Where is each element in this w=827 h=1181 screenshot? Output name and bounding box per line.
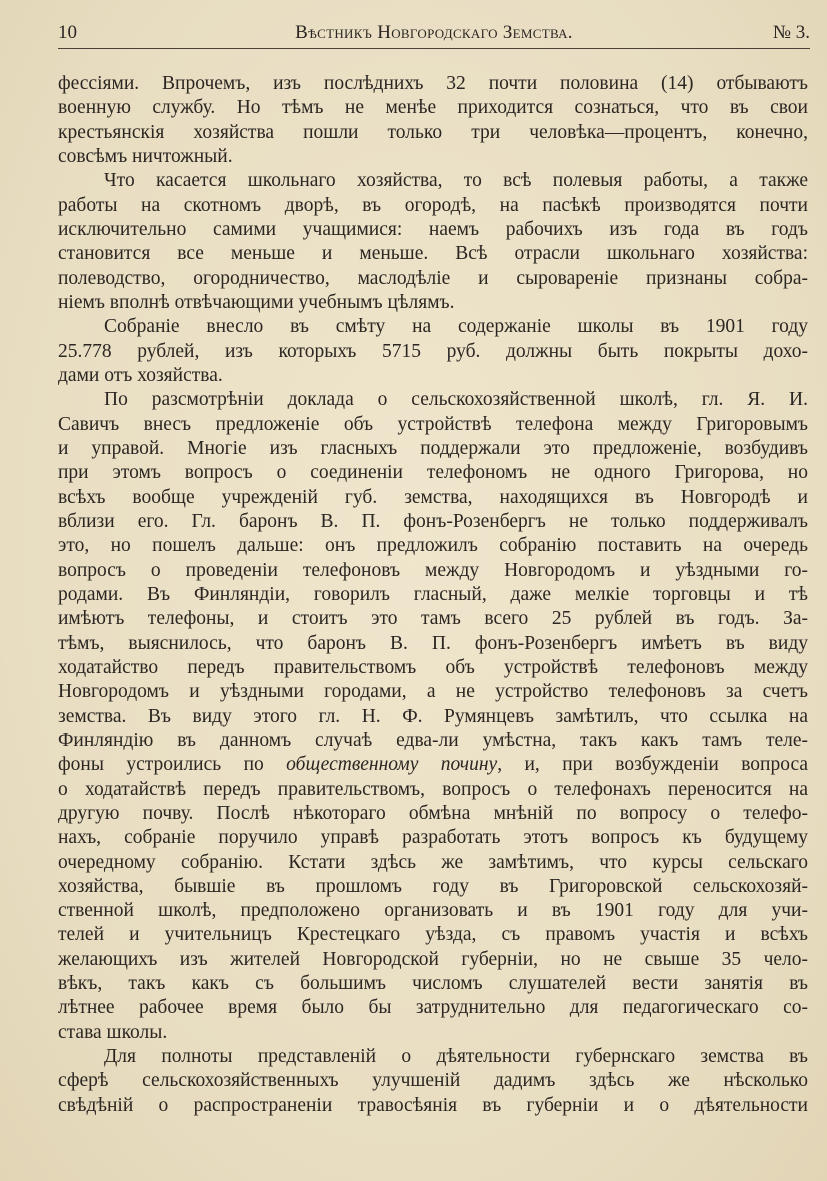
text-line: [58, 1069, 808, 1093]
line-text: очередному собранію. Кстати здѣсь же замѣтимъ, что курсы сельскаго: [58, 851, 808, 873]
line-text: военную службу. Но тѣмъ не менѣе приходится сознаться, что въ свои: [58, 97, 808, 119]
text-line: [58, 242, 808, 266]
text-line: [58, 534, 808, 558]
line-text: всѣхъ вообще учрежденій губ. земства, находящихся въ Новгородѣ и: [58, 486, 808, 508]
line-text: Новгородомъ и уѣздными городами, а не устройство телефоновъ за счетъ: [58, 681, 808, 703]
line-text: работы на скотномъ дворѣ, въ огородѣ, на пасѣкѣ производятся почти: [58, 194, 808, 216]
text-line: [58, 680, 808, 704]
text-line: [58, 388, 808, 412]
text-line: [58, 753, 808, 777]
text-line: [58, 972, 808, 996]
line-text: другую почву. Послѣ нѣкотораго обмѣна мнѣній по вопросу о телефо-: [58, 802, 808, 824]
line-text: хозяйства, бывшіе въ прошломъ году въ Григоровской сельскохозяй-: [58, 875, 808, 897]
text-line: [58, 948, 808, 972]
text-line: [58, 1094, 808, 1118]
text-line: [58, 218, 808, 242]
text-line: [58, 923, 808, 947]
line-text: имѣютъ телефоны, и стоитъ это тамъ всего 25 рублей въ годъ. За-: [58, 608, 808, 630]
text-line: [58, 340, 808, 364]
text-line: [58, 729, 808, 753]
line-text: фессіями. Впрочемъ, изъ послѣднихъ 32 почти половина (14) отбываютъ: [58, 73, 808, 94]
text-line: [58, 486, 808, 510]
text-line: [58, 778, 808, 802]
line-text: полеводство, огородничество, маслодѣліе и сыровареніе признаны собра-: [58, 267, 808, 289]
issue-number: № 3.: [772, 22, 810, 43]
text-line: [58, 194, 808, 218]
line-text: ніемъ вполнѣ отвѣчающими учебнымъ цѣлямъ.: [58, 291, 455, 313]
line-text: и управой. Многіе изъ гласныхъ поддержали это предложеніе, возбудивъ: [58, 437, 808, 459]
line-text: желающихъ изъ жителей Новгородской губерніи, но не свыше 35 чело-: [58, 948, 808, 970]
line-text: крестьянскія хозяйства пошли только три человѣка—процентъ, конечно,: [58, 121, 808, 143]
line-text: вѣкъ, такъ какъ съ большимъ числомъ слушателей вести занятія въ: [58, 973, 808, 995]
line-text: Финляндію въ данномъ случаѣ едва-ли умѣстна, такъ какъ тамъ теле-: [58, 729, 808, 751]
text-line: [58, 267, 808, 291]
body-text: [58, 72, 808, 1118]
line-text: ходатайство передъ правительствомъ объ устройствѣ телефоновъ между: [58, 656, 808, 678]
text-line: [58, 632, 808, 656]
text-line: [58, 291, 808, 315]
running-header: [58, 18, 810, 48]
text-line: [58, 510, 808, 534]
line-text: тѣмъ, выяснилось, что баронъ В. П. фонъ-Розенбергъ имѣетъ въ виду: [58, 632, 808, 654]
text-line: [58, 1045, 808, 1069]
text-line: [58, 121, 808, 145]
text-line: [58, 413, 808, 437]
text-line: [58, 656, 808, 680]
text-line: [58, 169, 808, 193]
line-text: сферѣ сельскохозяйственныхъ улучшеній дадимъ здѣсь же нѣсколько: [58, 1070, 808, 1092]
line-text: о ходатайствѣ передъ правительствомъ, вопросъ о телефонахъ переносится на: [58, 778, 808, 800]
line-text: става школы.: [58, 1021, 168, 1043]
line-text: Собраніе внесло въ смѣту на содержаніе школы въ 1901 году: [104, 316, 808, 338]
line-text: родами. Въ Финляндіи, говорилъ гласный, даже мелкіе торговцы и тѣ: [58, 583, 808, 605]
text-line: [58, 1021, 808, 1045]
text-line: [58, 583, 808, 607]
line-text: 25.778 рублей, изъ которыхъ 5715 руб. должны быть покрыты дохо-: [58, 340, 808, 362]
page-number: 10: [58, 22, 77, 43]
line-text: при этомъ вопросъ о соединеніи телефономъ не одного Григорова, но: [58, 462, 808, 484]
line-text: исключительно самими учащимися: наемъ рабочихъ изъ года въ годъ: [58, 218, 808, 240]
line-text: По разсмотрѣніи доклада о сельскохозяйственной школѣ, гл. Я. И.: [104, 389, 808, 411]
line-text: лѣтнее рабочее время было бы затруднительно для педагогическаго со-: [58, 997, 808, 1019]
text-line: [58, 72, 808, 96]
line-text: Для полноты представленій о дѣятельности губернскаго земства въ: [104, 1046, 808, 1068]
line-text: фоны устроились по: [58, 754, 287, 776]
line-text: дами отъ хозяйства.: [58, 364, 223, 386]
text-line: [58, 96, 808, 120]
text-line: [58, 437, 808, 461]
line-text: земства. Въ виду этого гл. Н. Ф. Румянцевъ замѣтилъ, что ссылка на: [58, 705, 808, 727]
text-line: [58, 826, 808, 850]
text-line: [58, 875, 808, 899]
text-line: [58, 996, 808, 1020]
header-rule: [58, 48, 810, 49]
text-line: [58, 559, 808, 583]
line-text: , и, при возбужденіи вопроса: [497, 754, 808, 776]
line-text: ственной школѣ, предположено организовать и въ 1901 году для учи-: [58, 900, 808, 922]
line-text: совсѣмъ ничтожный.: [58, 145, 233, 167]
text-line: [58, 851, 808, 875]
text-line: [58, 705, 808, 729]
text-line: [58, 145, 808, 169]
line-text: Что касается школьнаго хозяйства, то всѣ полевыя работы, а также: [104, 170, 808, 192]
line-text: это, но пошелъ дальше: онъ предложилъ собранію поставить на очередь: [58, 535, 808, 557]
text-line: [58, 802, 808, 826]
line-text: вопросъ о проведеніи телефоновъ между Новгородомъ и уѣздными го-: [58, 559, 808, 581]
line-text: нахъ, собраніе поручило управѣ разработать этотъ вопросъ къ будущему: [58, 827, 808, 849]
text-line: [58, 607, 808, 631]
line-text: вблизи его. Гл. баронъ В. П. фонъ-Розенбергъ не только поддерживалъ: [58, 510, 808, 532]
text-line: [58, 461, 808, 485]
line-text: телей и учительницъ Крестецкаго уѣзда, съ правомъ участія и всѣхъ: [58, 924, 808, 946]
line-text: становится все меньше и меньше. Всѣ отрасли школьнаго хозяйства:: [58, 243, 808, 265]
text-line: [58, 364, 808, 388]
text-line: [58, 315, 808, 339]
line-text: Савичъ внесъ предложеніе объ устройствѣ телефона между Григоровымъ: [58, 413, 808, 435]
text-line: [58, 899, 808, 923]
journal-title: Вѣстникъ Новгородскаго Земства.: [295, 22, 573, 43]
italic-emphasis: общественному почину: [286, 754, 498, 776]
line-text: свѣдѣній о распространеніи травосѣянія въ губерніи и о дѣятельности: [58, 1094, 808, 1116]
